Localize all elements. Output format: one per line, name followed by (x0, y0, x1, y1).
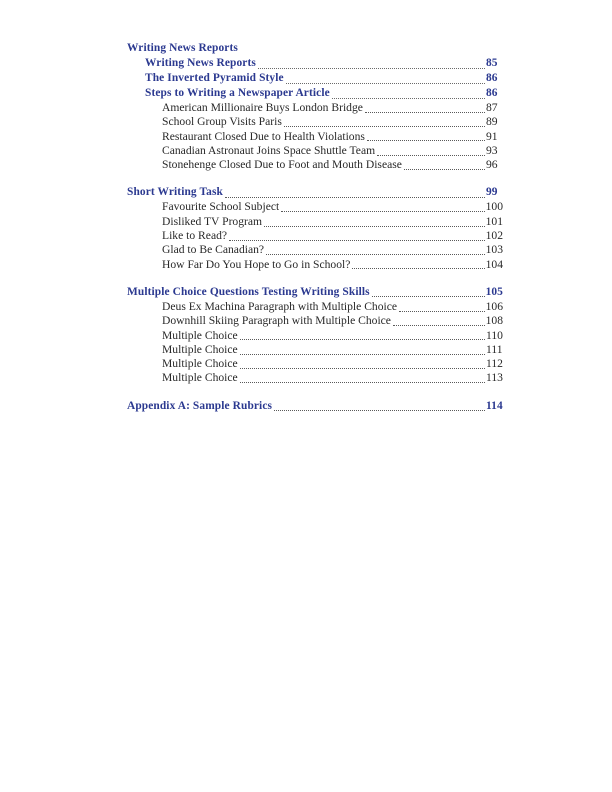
toc-entry-page-number: 86 (486, 87, 498, 99)
toc-entry[interactable] (162, 229, 503, 243)
toc-entry-page-number: 86 (486, 72, 498, 84)
toc-entry-title: Restaurant Closed Due to Health Violations (162, 129, 365, 143)
toc-entry[interactable] (162, 329, 503, 343)
toc-entry-page-number: 105 (485, 285, 503, 298)
toc-entry[interactable] (145, 86, 503, 101)
toc-entry[interactable] (162, 215, 503, 229)
toc-entry-title: Canadian Astronaut Joins Space Shuttle Team (162, 143, 376, 157)
toc-entry-title: Like to Read? (162, 229, 228, 243)
toc-entry-page-number: 111 (486, 342, 503, 356)
toc-entry[interactable] (162, 101, 503, 115)
toc-entry[interactable] (145, 71, 503, 86)
toc-entry-title: Multiple Choice Questions Testing Writing Skills (127, 285, 370, 298)
toc-leader-dots (274, 410, 485, 411)
toc-entry-title: Favourite School Subject (162, 200, 280, 214)
toc-entry-page-number: 85 (486, 57, 498, 69)
toc-section-multiple-choice-questions (127, 285, 503, 386)
toc-leader-dots (352, 268, 484, 269)
toc-leader-dots (399, 311, 485, 312)
toc-leader-dots (264, 226, 485, 227)
toc-entry[interactable] (162, 200, 503, 214)
toc-entry-title: Multiple Choice (162, 342, 238, 356)
toc-entry-title: Disliked TV Program (162, 214, 263, 228)
toc-leader-dots (266, 254, 485, 255)
toc-entry-page-number: 112 (486, 357, 503, 371)
toc-entry-page-number: 102 (485, 229, 503, 243)
toc-entry-title: Multiple Choice (162, 371, 238, 385)
toc-entry[interactable] (162, 343, 503, 357)
toc-leader-dots (240, 368, 485, 369)
toc-entry-title: Stonehenge Closed Due to Foot and Mouth Disease (162, 158, 402, 172)
toc-leader-dots (372, 296, 485, 297)
toc-entry-page-number: 103 (485, 243, 503, 257)
toc-entry[interactable] (162, 314, 503, 328)
toc-entry-title: Deus Ex Machina Paragraph with Multiple Choice (162, 299, 398, 313)
toc-entry-title: Writing News Reports (127, 42, 238, 54)
toc-entry-page-number: 93 (486, 143, 498, 157)
toc-entry-title: Glad to Be Canadian? (162, 243, 265, 257)
toc-entry-page-number: 99 (486, 186, 498, 199)
toc-entry[interactable] (162, 371, 503, 385)
toc-entry-page-number: 108 (485, 314, 503, 328)
toc-entry[interactable] (162, 144, 503, 158)
toc-entry-page-number: 113 (486, 371, 503, 385)
toc-entry[interactable] (127, 41, 503, 56)
toc-entry[interactable] (162, 243, 503, 257)
toc-leader-dots (240, 339, 485, 340)
toc-leader-dots (367, 140, 485, 141)
toc-entry[interactable] (145, 56, 503, 71)
toc-section-writing-news-reports (127, 41, 503, 172)
toc-entry[interactable] (162, 300, 503, 314)
toc-entry-page-number: 91 (486, 129, 498, 143)
toc-entry-title: The Inverted Pyramid Style (145, 72, 284, 84)
toc-entry-page-number: 106 (485, 299, 503, 313)
toc-leader-dots (332, 98, 485, 99)
table-of-contents (127, 41, 503, 414)
toc-leader-dots (393, 325, 485, 326)
toc-leader-dots (286, 83, 485, 84)
toc-entry[interactable] (162, 115, 503, 129)
toc-entry-title: School Group Visits Paris (162, 115, 282, 129)
toc-leader-dots (284, 126, 485, 127)
toc-entry[interactable] (127, 285, 503, 300)
toc-entry-title: Multiple Choice (162, 328, 238, 342)
toc-entry[interactable] (162, 357, 503, 371)
toc-leader-dots (365, 112, 485, 113)
toc-entry-page-number: 87 (486, 101, 498, 114)
toc-entry-title: Writing News Reports (145, 57, 256, 69)
toc-leader-dots (240, 354, 485, 355)
toc-entry-page-number: 101 (485, 214, 503, 228)
toc-leader-dots (240, 382, 485, 383)
toc-entry-page-number: 104 (485, 257, 503, 271)
toc-entry[interactable] (127, 185, 503, 200)
toc-leader-dots (225, 197, 485, 198)
toc-entry[interactable] (162, 158, 503, 172)
toc-leader-dots (377, 155, 485, 156)
toc-entry[interactable] (162, 258, 503, 272)
toc-entry-page-number: 110 (486, 328, 503, 342)
toc-entry-title: Appendix A: Sample Rubrics (127, 399, 273, 412)
toc-entry-page-number: 114 (486, 399, 503, 412)
toc-section-appendix-a (127, 399, 503, 414)
toc-section-short-writing-task (127, 185, 503, 271)
toc-entry-title: Steps to Writing a Newspaper Article (145, 87, 330, 99)
toc-entry-title: American Millionaire Buys London Bridge (162, 101, 363, 114)
toc-entry-title: Downhill Skiing Paragraph with Multiple Choice (162, 314, 391, 328)
toc-entry-title: Short Writing Task (127, 186, 223, 199)
toc-entry-page-number: 96 (486, 158, 498, 172)
toc-entry[interactable] (127, 399, 503, 414)
toc-leader-dots (404, 169, 485, 170)
toc-leader-dots (229, 240, 485, 241)
toc-entry-title: Multiple Choice (162, 357, 238, 371)
toc-entry-page-number: 100 (485, 200, 503, 214)
toc-leader-dots (258, 68, 485, 69)
toc-leader-dots (281, 211, 484, 212)
toc-entry-page-number: 89 (486, 115, 498, 129)
toc-entry[interactable] (162, 130, 503, 144)
toc-entry-title: How Far Do You Hope to Go in School? (162, 257, 351, 271)
